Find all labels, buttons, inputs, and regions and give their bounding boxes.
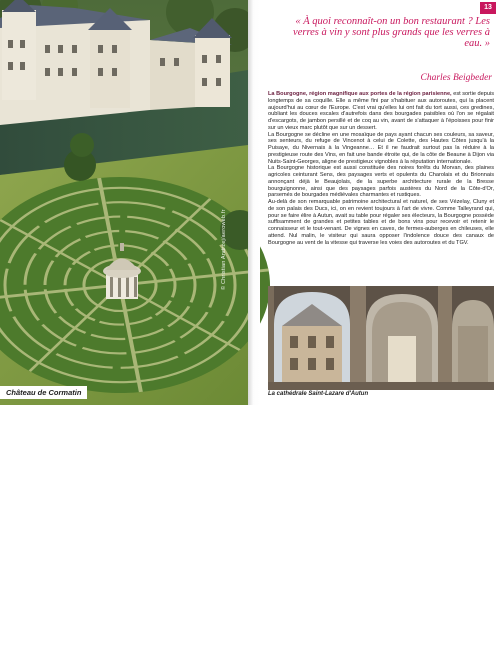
photo-caption-left: Château de Cormatin	[0, 386, 87, 399]
paragraph-text: La Bourgogne historique est aussi constituée des noires forêts du Morvan, des plaines agricoles ceinturant Sens, des paysages verts et opulents du Charolais et du Brionnais annonçant déjà le Beaujolais, de la superbe architecture rurale de la Bresse bourguignonne, ainsi que des paysages parfois austères du Nord de la Côte-d'Or, parsemés de bourgades médiévales charmantes et rustiques.	[268, 165, 494, 199]
left-page	[0, 0, 248, 405]
book-gutter	[248, 0, 260, 405]
paragraph	[268, 165, 494, 199]
photo-credit-left: © Christian Andrzej/aeroweb.fr	[221, 209, 227, 290]
page-number: 13	[480, 2, 496, 14]
paragraph	[268, 91, 494, 132]
right-page	[260, 0, 500, 664]
photo-caption-right: La cathédrale Saint-Lazare d'Autun	[268, 391, 369, 397]
pull-quote: « À quoi reconnaît-on un bon restaurant ? Les verres à vin y sont plus grands que les verres à eau. »	[293, 16, 490, 49]
article-body	[268, 91, 494, 246]
paragraph-text: Au-delà de son remarquable patrimoine architectural et naturel, de ses Vézelay, Cluny et de son palais des Ducs, ici, on en revient toujours à l'art de vivre. Comme Talleyrand qui, pour se faire élire à Autun, avait su table pour régaler ses électeurs, la Bourgogne possède suffisamment de grandes et petites tables et de bons vins pour recevoir et retenir le connaisseur et le tout-venant. De vignes en caves, de fermes-auberges en chileuses, elle attend. Nul malin, le visiteur qui saura opposer l'indolence douce des canaux de Bourgogne au vent de la vitesse qui traverse les voies des autoroutes et du TGV.	[268, 199, 494, 246]
cathedral-interior-image	[268, 286, 494, 390]
paragraph-text: La Bourgogne se décline en une mosaïque de pays ayant chacun ses couleurs, sa saveur, ses senteurs, du refuge de Vincenot à celui de Colette, des Hautes Côtes jusqu'à la Puisaye, du Nivernais à la Vingeanne… Et il ne faudrait surtout pas la réduire à la prestigieuse route des Vins, en fait une bande étroite qui, de la côte de Beaune à Dijon via Nuits-Saint-Georges, aligne de prestigieux vignobles à la réputation internationale.	[268, 131, 494, 165]
quote-author: Charles Beigbeder	[420, 73, 492, 83]
aerial-chateau-photo	[0, 0, 248, 405]
paragraph	[268, 132, 494, 166]
paragraph	[268, 199, 494, 246]
paragraph-lead: La Bourgogne, région magnifique aux portes de la région parisienne,	[268, 91, 452, 97]
paragraph-text: est sortie depuis longtemps de sa coquille. Elle a même fini par s'habituer aux autoroutes, qui la placent aujourd'hui au cœur de l'Europe. C'est vrai qu'elles lui ont fait du tort aussi, ces gredines, oubliant les douces escales d'autrefois dans des bourgades paisibles où l'on se régalait d'escargots, de jambon persillé et de coq au vin, avant de s'attaquer à l'époisses pour finir sur un vieux marc plutôt que sur un dessert.	[268, 91, 494, 131]
photo-credit-right: © Gérard Hérisson/Hemis.fr	[278, 602, 284, 664]
